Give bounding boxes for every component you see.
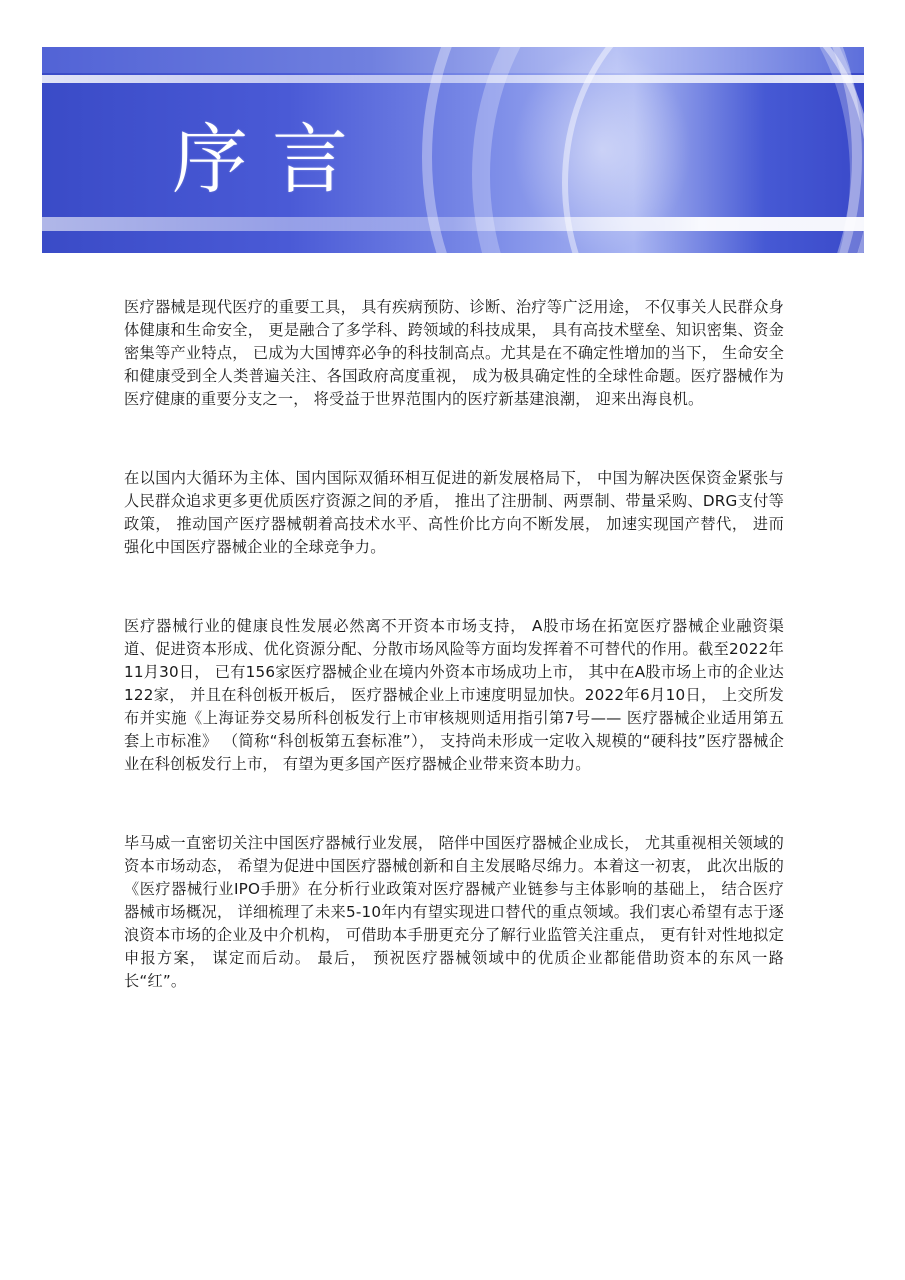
paragraph-3: 医疗器械行业的健康良性发展必然离不开资本市场支持， A股市场在拓宽医疗器械企业融资渠道、促进资本形成、优化资源分配、分散市场风险等方面均发挥着不可替代的作用。截至2022年11月30日， 已有156家医疗器械企业在境内外资本市场成功上市， 其中在A股市场上市的企业达122家， 并且在科创板开板后， 医疗器械企业上市速度明显加快。2022年6月10日， 上交所发布并实施《上海证券交易所科创板发行上市审核规则适用指引第7号—— 医疗器械企业适用第五套上市标准》 （简称“科创板第五套标准”）， 支持尚未形成一定收入规模的“硬科技”医疗器械企业在科创板发行上市， 有望为更多国产医疗器械企业带来资本助力。 bbox=[124, 617, 784, 773]
paragraph-2: 在以国内大循环为主体、国内国际双循环相互促进的新发展格局下， 中国为解决医保资金紧张与人民群众追求更多更优质医疗资源之间的矛盾， 推出了注册制、两票制、带量采购、DRG支付等政策， 推动国产医疗器械朝着高技术水平、高性价比方向不断发展， 加速实现国产替代， 进而强化中国医疗器械企业的全球竞争力。 bbox=[124, 469, 784, 556]
paragraph-4: 毕马威一直密切关注中国医疗器械行业发展， 陪伴中国医疗器械企业成长， 尤其重视相关领域的资本市场动态， 希望为促进中国医疗器械创新和自主发展略尽绵力。本着这一初衷， 此次出版的《医疗器械行业IPO手册》在分析行业政策对医疗器械产业链参与主体影响的基础上， 结合医疗器械市场概况， 详细梳理了未来5-10年内有望实现进口替代的重点领域。我们衷心希望有志于逐浪资本市场的企业及中介机构， 可借助本手册更充分了解行业监管关注重点， 更有针对性地拟定申报方案， 谋定而后动。 最后， 预祝医疗器械领域中的优质企业都能借助资本的东风一路长“红”。 bbox=[124, 834, 784, 990]
preface-body bbox=[124, 296, 784, 993]
header-banner bbox=[42, 47, 864, 253]
paragraph-1: 医疗器械是现代医疗的重要工具， 具有疾病预防、诊断、治疗等广泛用途， 不仅事关人民群众身体健康和生命安全， 更是融合了多学科、跨领域的科技成果， 具有高技术壁垒、知识密集、资金密集等产业特点， 已成为大国博弈必争的科技制高点。尤其是在不确定性增加的当下， 生命安全和健康受到全人类普遍关注、各国政府高度重视， 成为极具确定性的全球性命题。医疗器械作为医疗健康的重要分支之一， 将受益于世界范围内的医疗新基建浪潮， 迎来出海良机。 bbox=[124, 298, 784, 408]
banner-bottom-line bbox=[42, 217, 864, 231]
page-title: 序言 bbox=[172, 115, 372, 204]
